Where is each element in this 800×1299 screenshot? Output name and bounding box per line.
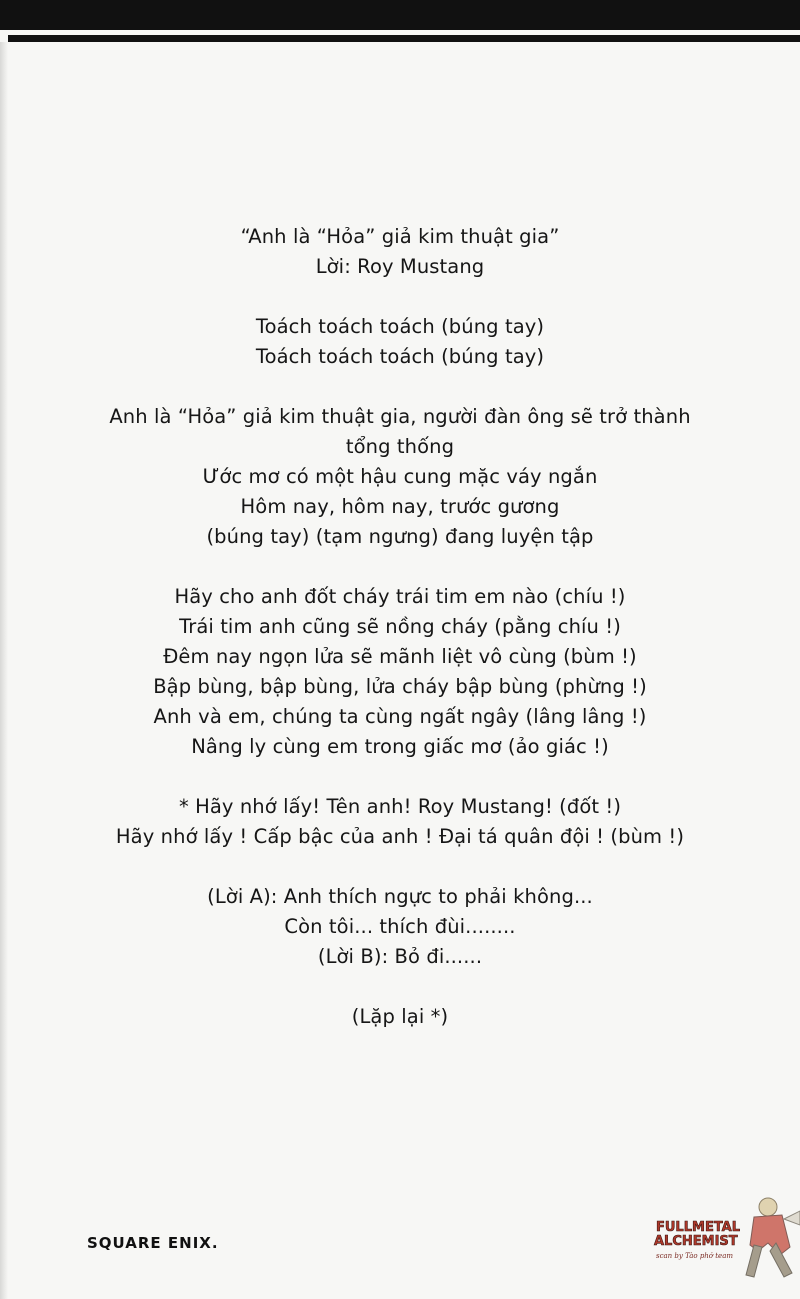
stanza-gap bbox=[40, 762, 760, 792]
publisher-logo: SQUARE ENIX. bbox=[87, 1234, 219, 1252]
lyric-line: Toách toách toách (búng tay) bbox=[255, 345, 545, 368]
lyric-line: Còn tôi... thích đùi........ bbox=[284, 915, 516, 938]
lyric-line: Bập bùng, bập bùng, lửa cháy bập bùng (phừng !) bbox=[153, 675, 647, 698]
lyric-line: (búng tay) (tạm ngưng) đang luyện tập bbox=[206, 525, 594, 548]
stanza-gap bbox=[40, 282, 760, 312]
lyric-line: (Lời A): Anh thích ngực to phải không... bbox=[207, 885, 593, 908]
lyric-line: Đêm nay ngọn lửa sẽ mãnh liệt vô cùng (bùm !) bbox=[163, 645, 637, 668]
watermark-line2: ALCHEMIST bbox=[654, 1234, 738, 1249]
lyric-line: tổng thống bbox=[345, 435, 455, 458]
stanza-gap bbox=[40, 972, 760, 1002]
top-black-rule bbox=[8, 35, 800, 42]
lyric-line: Ước mơ có một hậu cung mặc váy ngắn bbox=[202, 465, 598, 488]
lyric-line: Anh và em, chúng ta cùng ngất ngây (lâng lâng !) bbox=[153, 705, 647, 728]
lyric-line: Nâng ly cùng em trong giấc mơ (ảo giác !) bbox=[191, 735, 609, 758]
lyric-line: Hôm nay, hôm nay, trước gương bbox=[240, 495, 560, 518]
fullmetal-alchemist-watermark bbox=[650, 1185, 800, 1285]
watermark-line3: scan by Tào phớ team bbox=[656, 1252, 734, 1260]
lyric-line: Toách toách toách (búng tay) bbox=[255, 315, 545, 338]
lyrics-block bbox=[40, 222, 760, 1032]
character-figure-icon bbox=[746, 1198, 800, 1277]
lyric-line: * Hãy nhớ lấy! Tên anh! Roy Mustang! (đốt !) bbox=[178, 795, 622, 818]
lyric-line: (Lời B): Bỏ đi...... bbox=[317, 945, 483, 968]
lyric-line: Hãy cho anh đốt cháy trái tim em nào (chíu !) bbox=[174, 585, 626, 608]
song-credit: Lời: Roy Mustang bbox=[315, 255, 485, 278]
page-edge-shadow bbox=[0, 42, 8, 1299]
stanza-gap bbox=[40, 552, 760, 582]
song-title: “Anh là “Hỏa” giả kim thuật gia” bbox=[240, 225, 560, 248]
lyric-line: (Lặp lại *) bbox=[351, 1005, 449, 1028]
lyric-line: Trái tim anh cũng sẽ nồng cháy (pằng chíu !) bbox=[179, 615, 621, 638]
watermark-line1: FULLMETAL bbox=[656, 1220, 741, 1235]
top-black-band bbox=[0, 0, 800, 30]
stanza-gap bbox=[40, 372, 760, 402]
lyric-line: Anh là “Hỏa” giả kim thuật gia, người đàn ông sẽ trở thành bbox=[109, 405, 691, 428]
stanza-gap bbox=[40, 852, 760, 882]
lyric-line: Hãy nhớ lấy ! Cấp bậc của anh ! Đại tá quân đội ! (bùm !) bbox=[115, 825, 685, 848]
